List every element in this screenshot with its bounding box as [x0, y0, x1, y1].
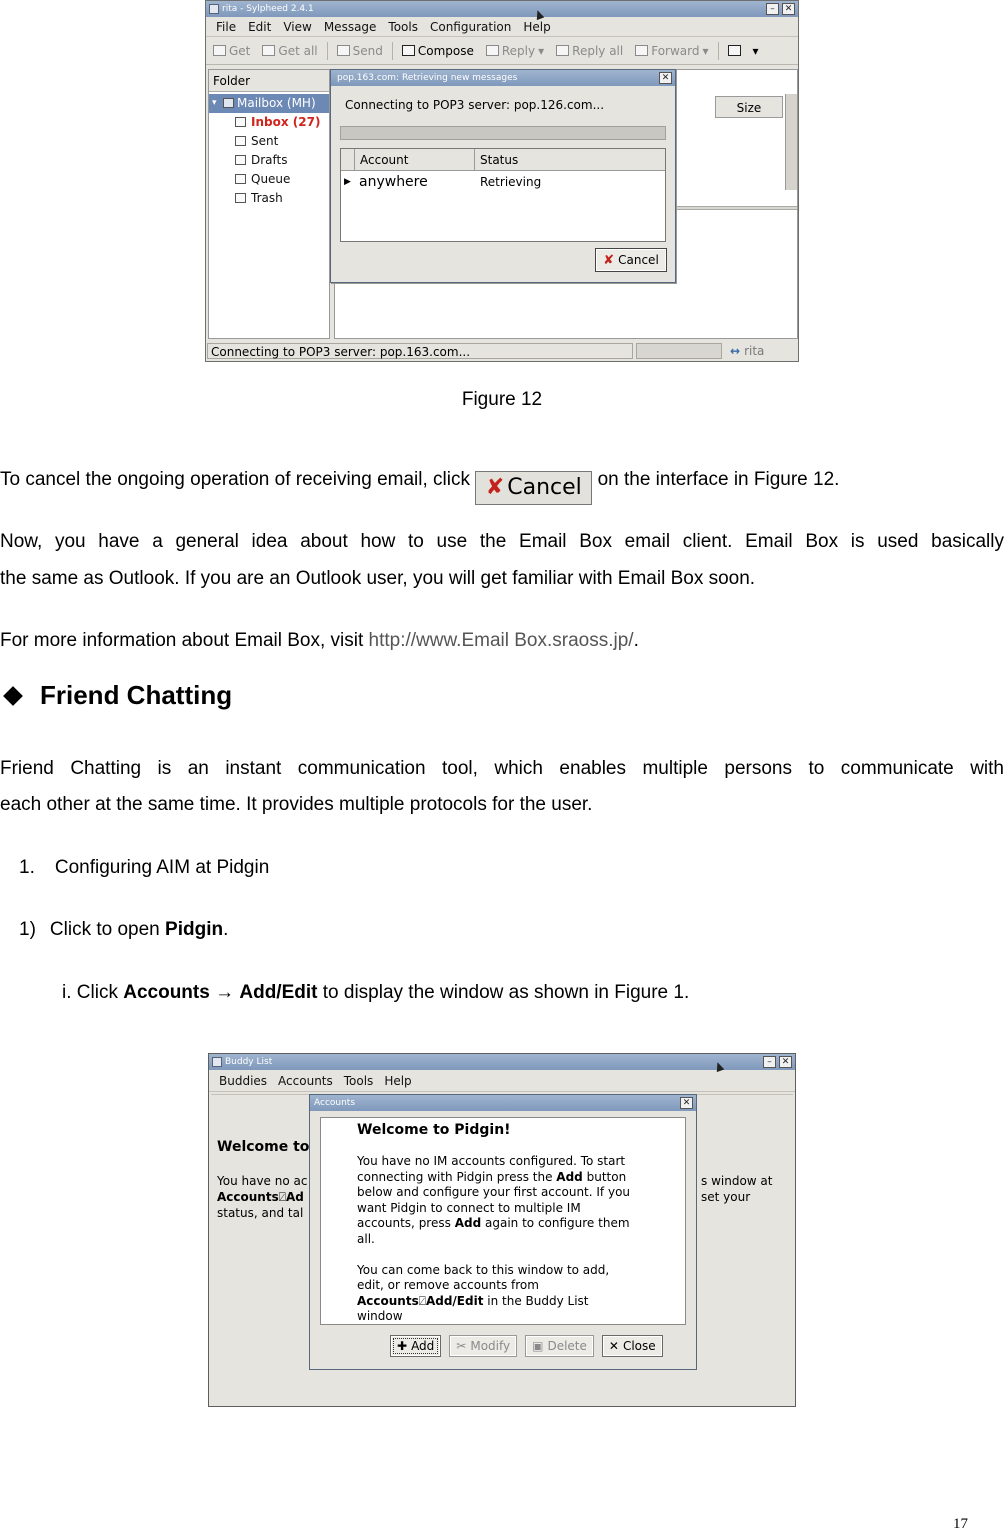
menu-edit[interactable]: Edit	[248, 19, 272, 34]
send-icon	[337, 45, 350, 56]
background-welcome-title: Welcome to	[217, 1139, 310, 1155]
folder-drafts[interactable]: Drafts	[209, 151, 329, 170]
accounts-close-icon[interactable]: ✕	[680, 1097, 693, 1109]
minimize-button[interactable]: –	[766, 3, 779, 15]
cancel-button[interactable]: ✘ Cancel	[595, 248, 667, 272]
menu-buddies[interactable]: Buddies	[219, 1073, 268, 1088]
menubar	[206, 17, 798, 37]
get-button[interactable]: Get	[210, 44, 253, 58]
buddy-titlebar	[209, 1054, 795, 1070]
folder-trash[interactable]: Trash	[209, 189, 329, 208]
status-column-header[interactable]: Status	[475, 149, 665, 170]
toolbar-more-button[interactable]: ▾	[752, 43, 759, 58]
row-account: anywhere	[359, 174, 428, 190]
plus-icon: ✚	[397, 1339, 408, 1353]
delete-icon: ▣	[532, 1339, 544, 1353]
accounts-dialog	[309, 1094, 697, 1370]
menu-tools[interactable]: Tools	[388, 19, 418, 34]
close-button[interactable]: ✕ Close	[602, 1335, 663, 1357]
step-1: 1. Configuring AIM at Pidgin	[19, 857, 270, 878]
folder-tree	[209, 92, 329, 208]
buddy-menubar	[209, 1070, 795, 1092]
dialog-title: pop.163.com: Retrieving new messages	[337, 73, 518, 83]
background-welcome-text: You have no ac Accounts⍁Ad status, and tal	[217, 1174, 308, 1220]
menu-view[interactable]: View	[283, 19, 312, 34]
expand-arrow-icon[interactable]: ▾	[212, 98, 217, 108]
close-button[interactable]: ✕	[779, 1056, 792, 1068]
toolbar-separator	[327, 42, 328, 60]
folder-header: Folder	[209, 70, 329, 92]
section-heading: Friend Chatting	[0, 680, 232, 711]
menu-accounts[interactable]: Accounts	[278, 1073, 333, 1088]
general-paragraph-line-1: Now, you have a general idea about how to use the Email Box email client. Email Box is used basically	[0, 531, 1004, 552]
forward-icon	[635, 45, 648, 56]
menu-tools[interactable]: Tools	[343, 1073, 374, 1088]
cancel-x-icon: ✘	[485, 475, 505, 500]
folder-inbox[interactable]: Inbox (27)	[209, 113, 329, 132]
cancel-instruction: To cancel the ongoing operation of receiving email, click ✘ Cancel on the interface in Figure 12.	[0, 461, 1004, 505]
dialog-titlebar	[331, 70, 675, 86]
step-1a: 1) Click to open Pidgin.	[19, 919, 229, 940]
folder-pane	[208, 69, 330, 339]
pidgin-icon	[212, 1057, 222, 1067]
size-column-header[interactable]: Size	[715, 96, 783, 118]
statusbar	[206, 341, 798, 361]
online-arrows-icon: ↔	[730, 344, 741, 358]
inline-cancel-button-image: ✘ Cancel	[475, 471, 592, 505]
accounts-title: Accounts	[314, 1098, 356, 1108]
background-welcome-text-right: s window at set your	[701, 1174, 773, 1204]
get-all-icon	[262, 45, 275, 56]
forward-button[interactable]: Forward ▾	[632, 44, 711, 58]
buddy-list-screenshot	[208, 1053, 796, 1407]
trash-folder-icon	[235, 193, 246, 203]
more-info-paragraph: For more information about Email Box, visit http://www.Email Box.sraoss.jp/.	[0, 630, 639, 651]
menu-message[interactable]: Message	[323, 19, 377, 34]
menu-file[interactable]: File	[216, 19, 237, 34]
close-icon: ✕	[608, 1339, 619, 1353]
friend-paragraph-line-1: Friend Chatting is an instant communication tool, which enables multiple persons to communicate with	[0, 758, 1004, 779]
add-button[interactable]: ✚ Add	[390, 1335, 441, 1357]
accounts-welcome-panel	[320, 1117, 686, 1325]
sylpheed-link[interactable]: http://www.Email Box.sraoss.jp/	[368, 630, 634, 651]
dialog-message: Connecting to POP3 server: pop.126.com...	[345, 98, 605, 112]
modify-icon: ✂	[456, 1339, 467, 1353]
dialog-close-button[interactable]: ✕	[659, 72, 672, 84]
accounts-titlebar	[310, 1095, 696, 1111]
send-button[interactable]: Send	[334, 44, 386, 58]
status-user: ↔ rita	[730, 344, 765, 358]
welcome-heading: Welcome to Pidgin!	[357, 1122, 511, 1138]
compose-button[interactable]: Compose	[399, 44, 477, 58]
page-number: 17	[953, 1516, 968, 1532]
menu-help[interactable]: Help	[384, 1073, 412, 1088]
menu-help[interactable]: Help	[523, 19, 551, 34]
retrieving-dialog	[330, 69, 676, 283]
toolbar-separator	[392, 42, 393, 60]
sylpheed-titlebar	[206, 1, 798, 17]
get-mail-icon	[213, 45, 226, 56]
toolbar-separator	[718, 42, 719, 60]
close-button[interactable]: ✕	[782, 3, 795, 15]
queue-icon	[235, 174, 246, 184]
compose-icon	[402, 45, 415, 56]
figure-12-caption: Figure 12	[461, 389, 543, 410]
account-status-list	[340, 148, 666, 242]
reply-button[interactable]: Reply ▾	[483, 44, 547, 58]
message-list-scrollbar[interactable]	[785, 94, 797, 190]
minimize-button[interactable]: –	[763, 1056, 776, 1068]
status-progress	[636, 343, 722, 359]
folder-mailbox[interactable]: ▾ Mailbox (MH)	[209, 94, 329, 113]
trash-button[interactable]	[725, 45, 744, 56]
accounts-button-row	[390, 1335, 663, 1357]
modify-button[interactable]: ✂ Modify	[449, 1335, 517, 1357]
mailbox-icon	[223, 98, 234, 108]
buddy-window-title: Buddy List	[225, 1057, 273, 1067]
friend-paragraph-line-2: each other at the same time. It provides multiple protocols for the user.	[0, 794, 593, 815]
get-all-button[interactable]: Get all	[259, 44, 320, 58]
dialog-progress-bar	[340, 126, 666, 140]
delete-button[interactable]: ▣ Delete	[525, 1335, 594, 1357]
app-icon	[209, 4, 219, 14]
folder-queue[interactable]: Queue	[209, 170, 329, 189]
window-title: rita - Sylpheed 2.4.1	[222, 4, 314, 14]
row-status: Retrieving	[480, 175, 542, 189]
figure-12-screenshot	[205, 0, 799, 362]
cancel-x-icon: ✘	[603, 252, 615, 268]
toolbar	[206, 37, 798, 65]
inbox-icon	[235, 117, 246, 127]
reply-all-icon	[556, 45, 569, 56]
general-paragraph-line-2: the same as Outlook. If you are an Outlook user, you will get familiar with Email Box soon.	[0, 568, 756, 589]
trash-icon	[728, 45, 741, 56]
list-header-spacer	[341, 149, 355, 170]
welcome-body: You have no IM accounts configured. To start connecting with Pidgin press the Add button below and configure your first account. If you want Pidgin to connect to multiple IM accounts, press Add again to configure them all. You can come back to this window to add, edit, or remove accounts from Accounts⍁Add/Edit in the Buddy List window	[357, 1154, 631, 1323]
diamond-bullet-icon	[3, 686, 23, 706]
folder-sent[interactable]: Sent	[209, 132, 329, 151]
menu-configuration[interactable]: Configuration	[429, 19, 512, 34]
reply-all-button[interactable]: Reply all	[553, 44, 626, 58]
status-text: Connecting to POP3 server: pop.163.com...	[207, 343, 633, 359]
drafts-icon	[235, 155, 246, 165]
row-arrow-icon: ▶	[344, 177, 351, 187]
reply-icon	[486, 45, 499, 56]
sent-icon	[235, 136, 246, 146]
account-column-header[interactable]: Account	[355, 149, 475, 170]
list-item[interactable]	[341, 171, 665, 193]
step-i: i. Click Accounts → Add/Edit to display the window as shown in Figure 1.	[62, 982, 690, 1003]
